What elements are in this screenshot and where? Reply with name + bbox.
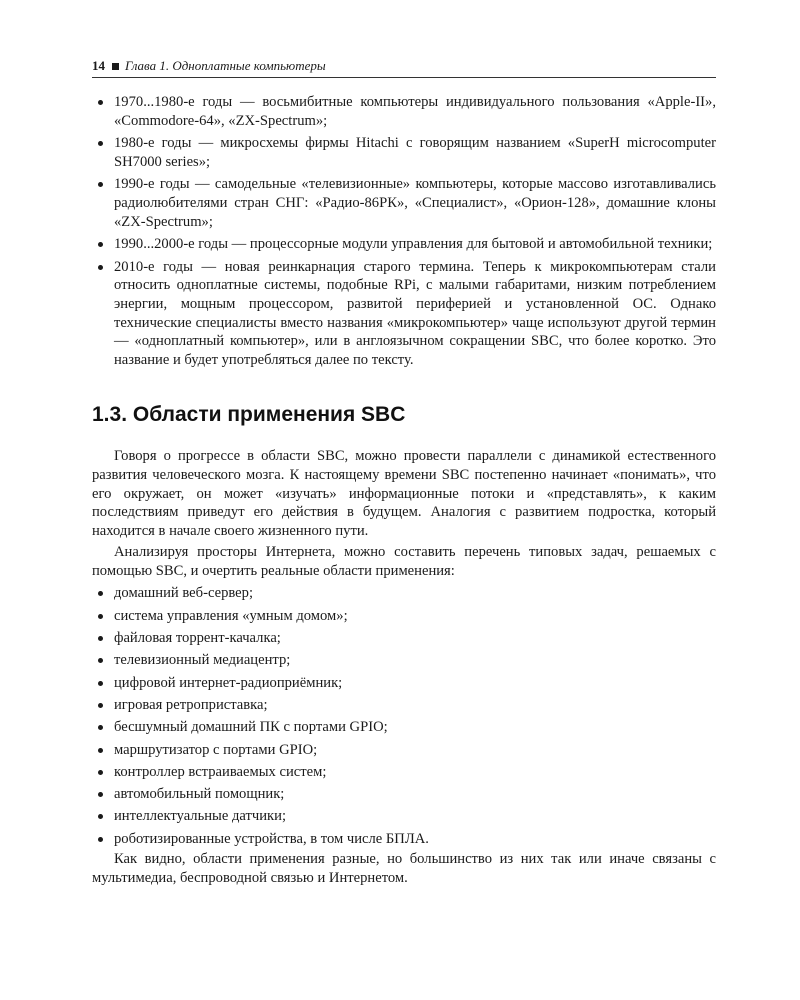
bullet-icon — [98, 837, 103, 842]
list-item: 1990-е годы — самодельные «телевизионные» компьютеры, которые массово изготавливались радиолюбителями стран СНГ: «Радио-86РК», «Специалист», «Орион-128», домашние клоны «ZX-Spectrum»; — [92, 175, 716, 231]
page-content — [92, 93, 716, 887]
bullet-icon — [98, 658, 103, 663]
list-item: 1980-е годы — микросхемы фирмы Hitachi с говорящим названием «SuperH microcomputer SH7000 series»; — [92, 134, 716, 171]
list-item: система управления «умным домом»; — [92, 605, 716, 627]
square-bullet-icon — [112, 63, 119, 70]
bullet-icon — [98, 100, 103, 105]
bullet-icon — [98, 141, 103, 146]
list-item: домашний веб-сервер; — [92, 582, 716, 604]
list-item: 1990...2000-е годы — процессорные модули управления для бытовой и автомобильной техники; — [92, 235, 716, 254]
applications-list — [92, 582, 716, 850]
list-item: интеллектуальные датчики; — [92, 805, 716, 827]
bullet-icon — [98, 792, 103, 797]
bullet-icon — [98, 614, 103, 619]
page-number: 14 — [92, 58, 105, 73]
chapter-title: Глава 1. Одноплатные компьютеры — [125, 58, 326, 73]
closing-paragraph: Как видно, области применения разные, но большинство из них так или иначе связаны с мультимедиа, беспроводной связью и Интернетом. — [92, 851, 716, 886]
running-header — [92, 58, 716, 78]
bullet-icon — [98, 636, 103, 641]
list-item: контроллер встраиваемых систем; — [92, 761, 716, 783]
list-item: 1970...1980-е годы — восьмибитные компьютеры индивидуального пользования «Apple-II», «Commodore-64», «ZX-Spectrum»; — [92, 93, 716, 130]
paragraph: Анализируя просторы Интернета, можно составить перечень типовых задач, решаемых с помощью SBC, и очертить реальные области применения: — [92, 544, 716, 579]
list-item: игровая ретроприставка; — [92, 694, 716, 716]
bullet-icon — [98, 770, 103, 775]
bullet-icon — [98, 265, 103, 270]
bullet-icon — [98, 814, 103, 819]
list-item: цифровой интернет-радиоприёмник; — [92, 672, 716, 694]
list-item: телевизионный медиацентр; — [92, 649, 716, 671]
list-item: бесшумный домашний ПК с портами GPIO; — [92, 716, 716, 738]
bullet-icon — [98, 748, 103, 753]
bullet-icon — [98, 591, 103, 596]
history-list — [92, 93, 716, 369]
paragraph: Говоря о прогрессе в области SBC, можно провести параллели с динамикой естественного развития человеческого мозга. К настоящему времени SBC постепенно начинает «понимать», что его окружает, он может «изучать» информационные потоки и «представлять», к каким последствиям приведут его действия в будущем. Аналогия с развитием подростка, который находится в начале своего жизненного пути. — [92, 448, 716, 539]
list-item: маршрутизатор с портами GPIO; — [92, 739, 716, 761]
list-item: 2010-е годы — новая реинкарнация старого термина. Теперь к микрокомпьютерам стали относить одноплатные системы, подобные RPi, с малыми габаритами, низким потреблением энергии, мощным процессором, развитой периферией и установленной ОС. Однако технические специалисты вместо названия «микрокомпьютер» чаще используют другой термин — «одноплатный компьютер», или в англоязычном сокращении SBC, что более коротко. Это название и будет употребляться далее по тексту. — [92, 258, 716, 370]
bullet-icon — [98, 703, 103, 708]
list-item: файловая торрент-качалка; — [92, 627, 716, 649]
bullet-icon — [98, 242, 103, 247]
bullet-icon — [98, 681, 103, 686]
bullet-icon — [98, 182, 103, 187]
list-item: роботизированные устройства, в том числе БПЛА. — [92, 828, 716, 850]
section-heading: 1.3. Области применения SBC — [92, 403, 406, 427]
bullet-icon — [98, 725, 103, 730]
list-item: автомобильный помощник; — [92, 783, 716, 805]
